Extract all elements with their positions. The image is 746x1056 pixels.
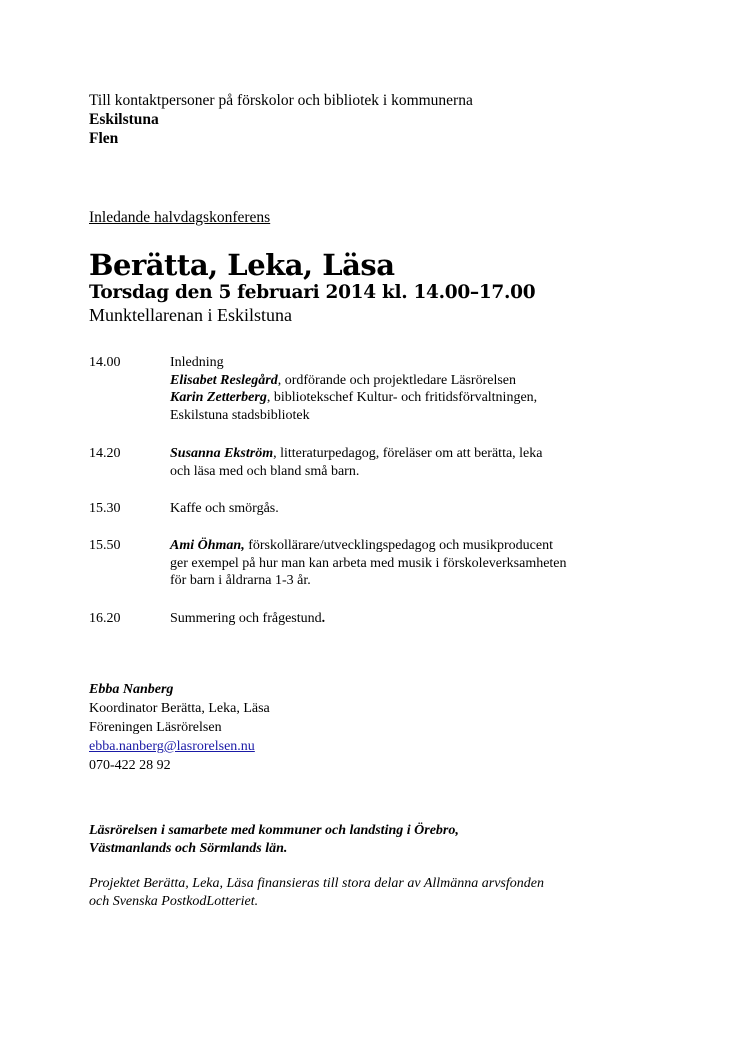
- program-description: [170, 354, 660, 424]
- program-description: [170, 610, 660, 628]
- contact-org: Föreningen Läsrörelsen: [89, 720, 222, 735]
- speaker-role: förskollärare/utvecklingspedagog och musikproducent: [244, 538, 554, 553]
- program-text-line: ger exempel på hur man kan arbeta med musik i förskoleverksamheten: [170, 555, 567, 571]
- partnership-note: [89, 822, 459, 858]
- speaker-role: , bibliotekschef Kultur- och fritidsförvaltningen,: [266, 390, 538, 405]
- contact-phone: 070-422 28 92: [89, 758, 171, 773]
- recipient-municipality: Flen: [89, 130, 119, 147]
- speaker-line: [170, 389, 660, 407]
- program-text-line: Kaffe och smörgås.: [170, 501, 279, 516]
- contact-role: Koordinator Berätta, Leka, Läsa: [89, 701, 270, 716]
- speaker-extra: Eskilstuna stadsbibliotek: [170, 407, 310, 423]
- event-date: Torsdag den 5 februari 2014 kl. 14.00–17.00: [89, 282, 536, 303]
- speaker-role: , litteraturpedagog, föreläser om att berätta, leka: [273, 446, 543, 461]
- program-time: 15.30: [89, 501, 121, 516]
- program-time: 14.20: [89, 446, 121, 461]
- event-title: Berätta, Leka, Läsa: [89, 248, 395, 282]
- program-description: [170, 500, 660, 518]
- program-text-line: och läsa med och bland små barn.: [170, 463, 360, 479]
- contact-name: Ebba Nanberg: [89, 682, 174, 697]
- intro-label: Inledande halvdagskonferens: [89, 209, 271, 226]
- program-text-line: [170, 610, 660, 628]
- recipient-municipality: Eskilstuna: [89, 111, 159, 128]
- speaker-name: Ami Öhman,: [170, 538, 245, 553]
- program-intro: Inledning: [170, 355, 224, 370]
- program-text: Summering och frågestund: [170, 611, 322, 626]
- program-description: [170, 537, 660, 590]
- contact-block: [89, 680, 270, 775]
- funding-line: Projektet Berätta, Leka, Läsa finansieras till stora delar av Allmänna arvsfonden: [89, 876, 544, 891]
- program-text-end: .: [321, 611, 326, 626]
- funding-note: [89, 875, 544, 911]
- contact-email-link[interactable]: ebba.nanberg@lasrorelsen.nu: [89, 739, 255, 754]
- program-text-line: [170, 537, 660, 555]
- program-text-line: för barn i åldrarna 1-3 år.: [170, 573, 311, 588]
- speaker-name: Susanna Ekström: [170, 446, 274, 461]
- program-time: 15.50: [89, 538, 121, 553]
- speaker-name: Karin Zetterberg: [170, 390, 267, 405]
- partnership-line: Läsrörelsen i samarbete med kommuner och landsting i Örebro,: [89, 823, 459, 838]
- recipients-line: Till kontaktpersoner på förskolor och bibliotek i kommunerna: [89, 92, 473, 109]
- recipients-block: [89, 91, 473, 148]
- speaker-name: Elisabet Reslegård: [170, 372, 278, 388]
- partnership-line: Västmanlands och Sörmlands län.: [89, 841, 288, 856]
- event-venue: Munktellarenan i Eskilstuna: [89, 305, 292, 325]
- speaker-role: , ordförande och projektledare Läsrörelsen: [277, 372, 517, 388]
- program-text-line: [170, 445, 660, 463]
- funding-line: och Svenska PostkodLotteriet.: [89, 894, 259, 909]
- speaker-line: [170, 372, 660, 390]
- program-description: [170, 445, 660, 480]
- event-header: [89, 248, 535, 326]
- program-time: 14.00: [89, 355, 121, 370]
- program-time: 16.20: [89, 611, 121, 626]
